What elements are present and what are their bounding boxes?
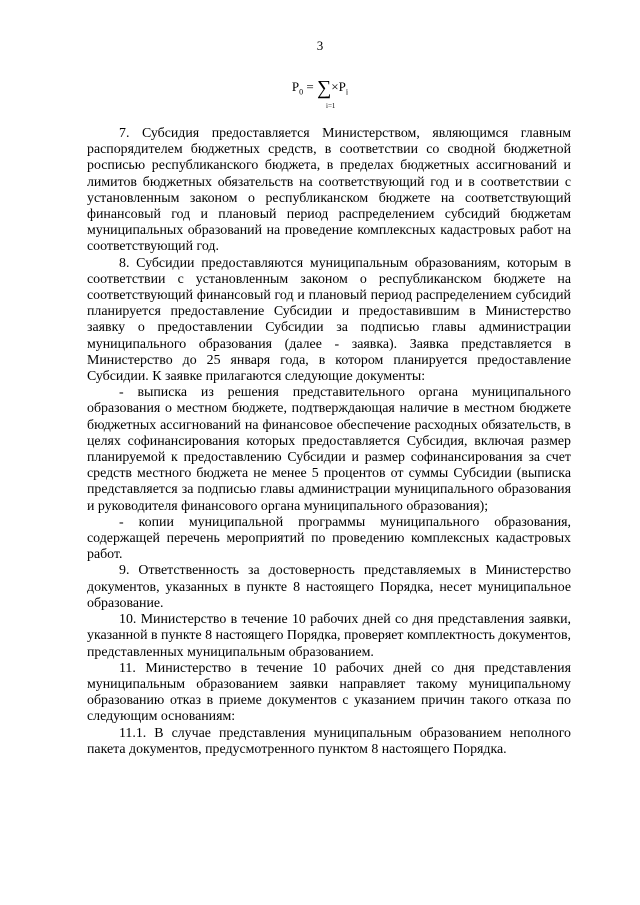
paragraph-11-1: 11.1. В случае представления муниципальным образованием неполного пакета документов, предусмотренного пунктом 8 настоящего Порядка. xyxy=(87,725,571,757)
paragraph-7: 7. Субсидия предоставляется Министерством, являющимся главным распорядителем бюджетных средств, в соответствии со сводной бюджетной росписью республиканского бюджета, в пределах бюджетных ассигнований и лимитов бюджетных обязательств на соответствующий год и в соответствии с установленным законом о республиканском бюджете на соответствующий финансовый год и плановый период распределением субсидий бюджетам муниципальных образований на проведение комплексных кадастровых работ на соответствующий год. xyxy=(87,126,571,255)
paragraph-8-item-1: - выписка из решения представительного органа муниципального образования о местном бюджете, подтверждающая наличие в местном бюджете бюджетных ассигнований на финансовое обеспечение расходных обязательств, в целях софинансирования которых предоставляется Субсидия, включая размер планируемой к предоставлению Субсидии и размер софинансирования за счет средств местного бюджета не менее 5 процентов от суммы Субсидии (выписка представляется за подписью главы администрации муниципального образования и руководителя финансового органа муниципального образования); xyxy=(87,385,571,514)
paragraph-11: 11. Министерство в течение 10 рабочих дней со дня представления муниципальным образованием заявки направляет такому муниципальному образованию отказ в приеме документов с указанием причин такого отказа по следующим основаниям: xyxy=(87,660,571,725)
page-number: 3 xyxy=(316,38,324,53)
summation-symbol: ∑ xyxy=(317,77,332,100)
paragraph-10: 10. Министерство в течение 10 рабочих дней со дня представления заявки, указанной в пункте 8 настоящего Порядка, проверяет комплектность документов, представленных муниципальным образованием. xyxy=(87,612,571,660)
paragraph-8: 8. Субсидии предоставляются муниципальным образованиям, которым в соответствии с установленным законом о республиканском бюджете на соответствующий финансовый год и плановый период распределением субсидий планируется предоставление Субсидии и предоставившим в Министерство заявку о предоставлении Субсидии за подписью главы администрации муниципального образования (далее - заявка). Заявка представляется в Министерство до 25 января года, в котором планируется предоставление Субсидии. К заявке прилагаются следующие документы: xyxy=(87,255,571,385)
document-body xyxy=(87,126,571,758)
paragraph-8-item-2: - копии муниципальной программы муниципального образования, содержащей перечень мероприятий по проведению комплексных кадастровых работ. xyxy=(87,514,571,563)
formula-lhs: P xyxy=(291,79,300,94)
formula-equals: = xyxy=(306,79,314,94)
formula xyxy=(0,77,640,110)
formula-times: × xyxy=(331,79,339,94)
formula-rhs: P xyxy=(338,79,346,94)
paragraph-9: 9. Ответственность за достоверность представляемых в Министерство документов, указанных в пункте 8 настоящего Порядка, несет муниципальное образование. xyxy=(87,563,571,611)
formula-rhs-sub: i xyxy=(345,87,349,97)
formula-lhs-sub: 0 xyxy=(299,87,304,97)
summation-lower-limit: i=1 xyxy=(326,102,336,110)
